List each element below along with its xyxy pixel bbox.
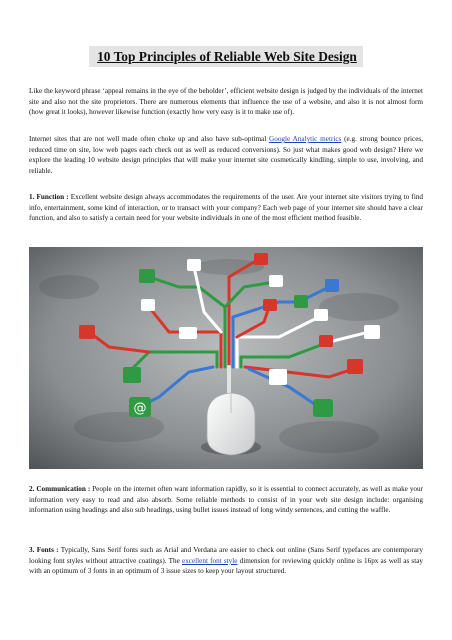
- app-icon: [319, 335, 333, 347]
- google-analytic-metrics-link[interactable]: Google Analytic metrics: [269, 135, 342, 143]
- app-icon: [294, 295, 308, 308]
- page-title: 10 Top Principles of Reliable Web Site Design: [89, 46, 363, 67]
- title-container: [0, 46, 452, 67]
- paragraph-metrics-text-1: Internet sites that are not well made often choke up and also have sub-optimal: [29, 135, 270, 143]
- app-icon: [269, 275, 283, 287]
- app-icon: [139, 269, 155, 283]
- fonts-text-1: Typically, Sans Serif fonts such as Arial and Verdana are easier to check out online (Sans Serif typefaces are contemporary looking font styles without attractive coatings). The: [29, 546, 423, 565]
- app-icon: [123, 367, 141, 383]
- paragraph-communication: [29, 484, 423, 516]
- app-icon: [313, 399, 333, 417]
- function-text: Excellent website design always accommodates the requirements of the user. Are your internet site visitors trying to find info, entertainment, some kind of interaction, or to transact with your company? Each web page of your internet site should have a clear function, and also to satisfy a certain need for your website individuals in one of the most efficient method feasible.: [29, 193, 424, 223]
- intro-paragraph: Like the keyword phrase ‘appeal remains in the eye of the beholder’, efficient website design is judged by the individuals of the internet site and also not the site proprietors. There are numerous elements that influence the use of a website, and also it is not almost form (how great it looks), however likewise function (exactly how very easy is it to make use of).: [29, 87, 423, 117]
- fonts-heading: 3. Fonts :: [29, 546, 59, 554]
- paragraph-fonts: [29, 545, 423, 577]
- function-heading: 1. Function :: [29, 193, 69, 201]
- app-icon: [179, 327, 197, 339]
- network-tree-mouse-illustration: [29, 247, 423, 469]
- paragraph-metrics: [29, 134, 423, 176]
- app-icon: [364, 325, 380, 339]
- app-icon: [314, 309, 328, 321]
- app-icon: [325, 279, 339, 292]
- app-icon: [263, 299, 277, 311]
- app-icon: [347, 359, 363, 374]
- app-icon: [187, 259, 201, 271]
- fonts-text-2: dimension for reviewing quickly online is 16px as well as stay with an optimum of 3 fonts in an optimum of 3 issue sizes to keep your layout structured.: [29, 556, 423, 576]
- at-sign-glyph: @: [133, 401, 147, 416]
- app-icon: [79, 325, 95, 339]
- app-icon: [254, 253, 268, 265]
- app-icon: [141, 299, 155, 311]
- communication-heading: 2. Communication :: [29, 485, 91, 493]
- excellent-font-style-link[interactable]: excellent font style: [182, 556, 238, 565]
- paragraph-function: [29, 192, 423, 224]
- paragraph-metrics-text-2: (e.g. strong bounce prices, reduced time on site, low web pages each check out as well as reduced conversions). So just what makes good web design? Here we explore the leading 10 website design principles that will make your internet site cosmetically kindling, simple to use, involving, and reliable.: [29, 135, 423, 175]
- app-icon: [269, 369, 287, 385]
- communication-text: People on the internet often want information rapidly, so it is essential to connect accurately, as well as make your information very easy to read and also absorb. Some reliable methods to consist of in your web site design include: organising information using headings and also sub headings, using bullet issues instead of long windy sentences, and cutting the waffle.: [29, 485, 423, 515]
- web-design-illustration: [29, 247, 423, 469]
